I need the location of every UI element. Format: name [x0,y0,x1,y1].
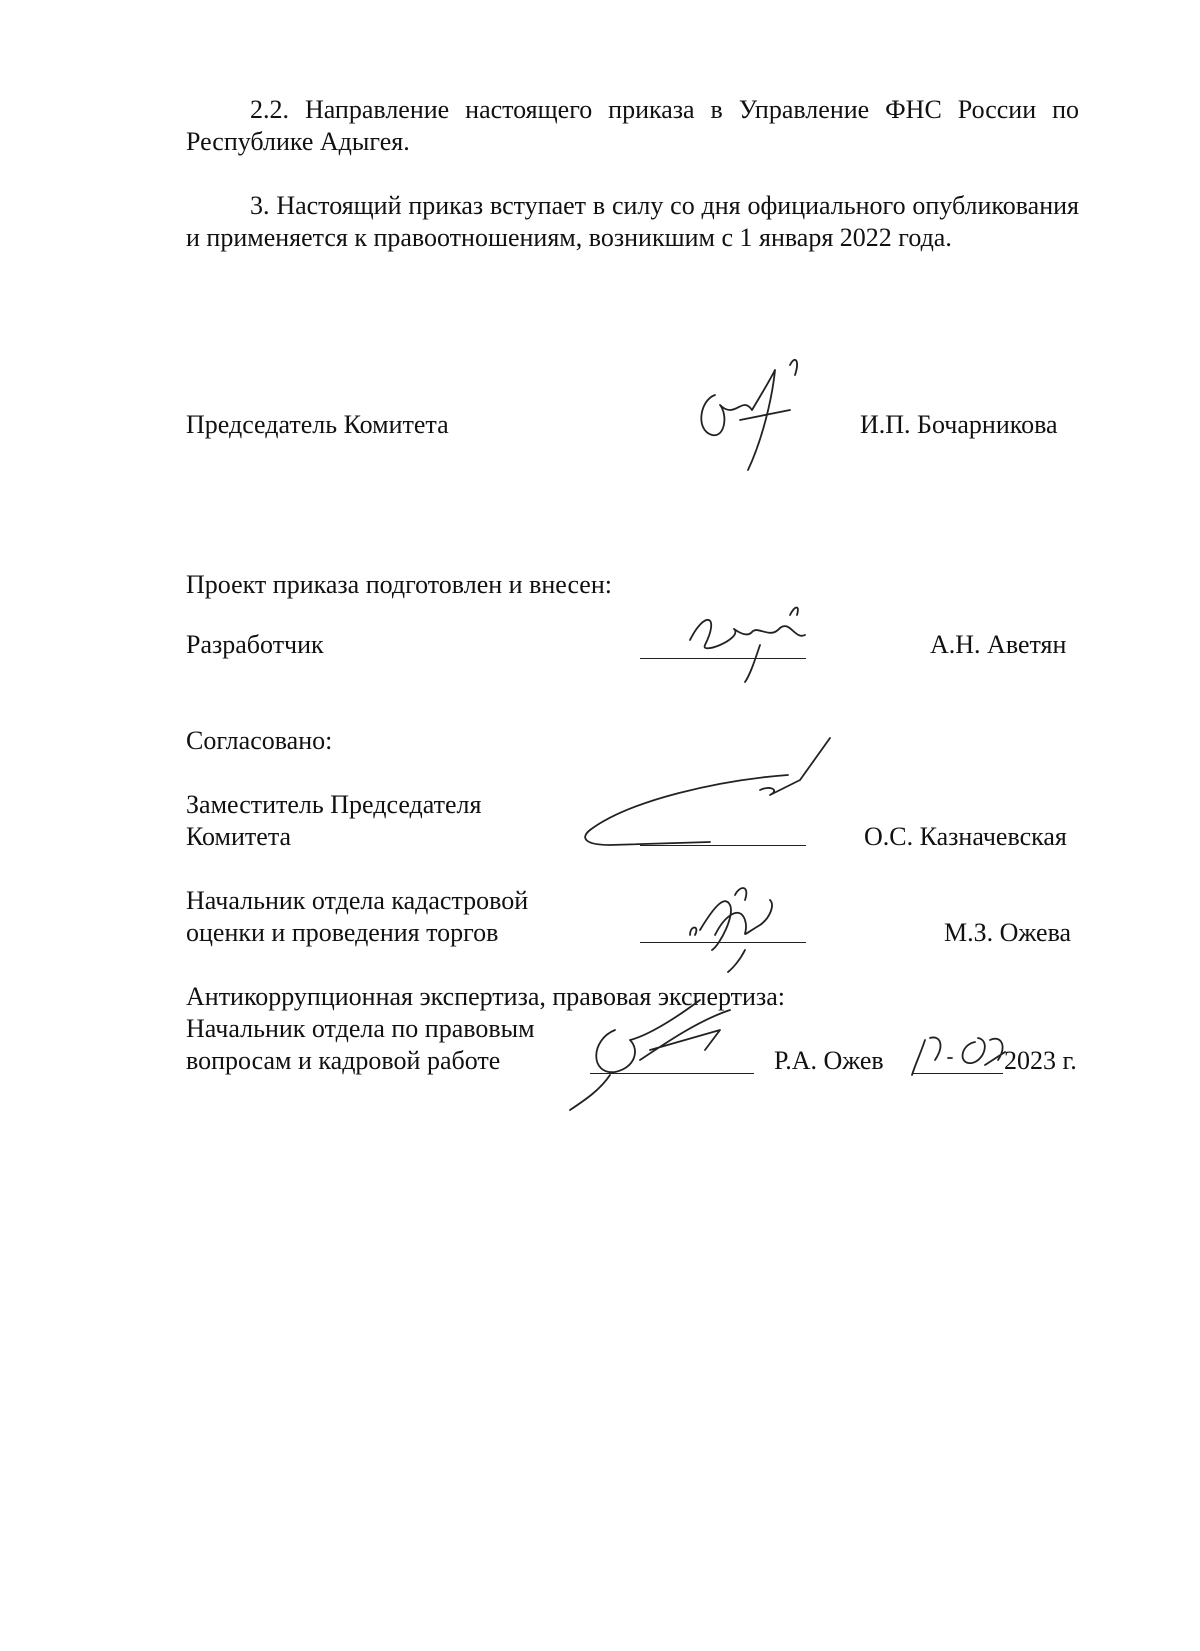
chairman-name: И.П. Бочарникова [860,410,1058,439]
date-year: 2023 г. [1004,1046,1077,1075]
deputy-position-line2: Комитета [186,822,292,851]
expertise-label: Антикоррупционная экспертиза, правовая экспертиза: [186,982,785,1011]
agreed-label: Согласовано: [186,726,333,755]
date-line [913,1073,1003,1074]
legal-position-line2: вопросам и кадровой работе [186,1046,501,1075]
cadastral-signature [690,888,772,972]
deputy-name: О.С. Казначевская [864,822,1067,851]
paragraph-2-2: 2.2. Направление настоящего приказа в Управление ФНС России по Республике Адыгея. [186,95,1079,156]
developer-signature [690,608,805,683]
legal-name: Р.А. Ожев [774,1046,884,1075]
developer-position: Разработчик [186,630,324,659]
cadastral-name: М.З. Ожева [944,918,1072,947]
deputy-signature-line [640,845,806,846]
paragraph-3: 3. Настоящий приказ вступает в силу со дня официального опубликования и применяется к правоотношениям, возникшим с 1 января 2022 года. [186,191,1079,252]
cadastral-signature-line [640,942,806,943]
cadastral-position-line1: Начальник отдела кадастровой [186,886,529,915]
cadastral-position-line2: оценки и проведения торгов [186,918,499,947]
chairman-position: Председатель Комитета [186,410,449,439]
legal-signature-line [590,1073,754,1074]
legal-signature [570,1000,730,1110]
deputy-signature [585,738,830,845]
legal-position-line1: Начальник отдела по правовым [186,1014,535,1043]
chairman-signature [701,360,797,470]
handwritten-date [912,1037,1005,1075]
developer-signature-line [640,658,806,659]
project-label: Проект приказа подготовлен и внесен: [186,570,612,599]
developer-name: А.Н. Аветян [930,630,1067,659]
deputy-position-line1: Заместитель Председателя [186,790,482,819]
